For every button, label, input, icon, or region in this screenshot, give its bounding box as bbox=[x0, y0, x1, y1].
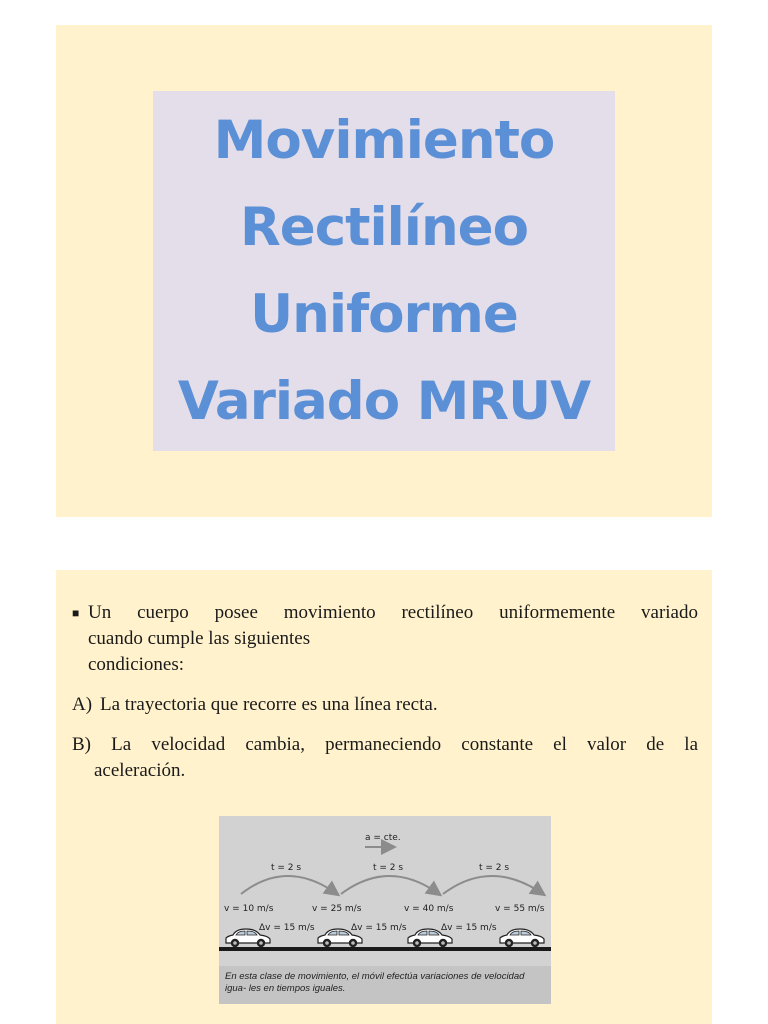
title-slide bbox=[56, 25, 712, 517]
delta-label-1: Δv = 15 m/s bbox=[259, 923, 315, 933]
time-label-2: t = 2 s bbox=[373, 863, 404, 873]
condition-b bbox=[72, 732, 698, 784]
condition-b-line-1 bbox=[72, 732, 698, 758]
bullet-line-3: condiciones: bbox=[88, 654, 185, 675]
bullet-paragraph bbox=[72, 600, 698, 678]
figure-caption: En esta clase de movimiento, el móvil efectúa variaciones de velocidad igua- les en tiempos iguales. bbox=[225, 971, 525, 994]
velocity-label-4: v = 55 m/s bbox=[495, 904, 545, 914]
time-arrow-2 bbox=[341, 876, 439, 894]
time-arrow-3 bbox=[443, 876, 543, 894]
road bbox=[219, 947, 551, 951]
time-label-1: t = 2 s bbox=[271, 863, 302, 873]
delta-label-2: Δv = 15 m/s bbox=[351, 923, 407, 933]
title-line-1: Movimiento bbox=[213, 110, 555, 171]
title-box bbox=[153, 91, 615, 451]
title-line-3: Uniforme bbox=[250, 284, 518, 345]
bullet-line-2: cuando cumple las siguientes bbox=[88, 628, 311, 649]
mruv-figure bbox=[219, 816, 551, 1004]
car-icon-4 bbox=[500, 929, 544, 947]
content-slide bbox=[56, 570, 712, 1024]
bullet-line-1: Un cuerpo posee movimiento rectilíneo uniformemente variado bbox=[88, 602, 698, 623]
title-line-2: Rectilíneo bbox=[239, 197, 529, 258]
condition-b-text-2: aceleración. bbox=[94, 760, 186, 781]
condition-a-text: La trayectoria que recorre es una línea recta. bbox=[100, 694, 438, 715]
condition-a-label: A) bbox=[72, 694, 93, 715]
condition-a bbox=[72, 692, 698, 718]
time-label-3: t = 2 s bbox=[479, 863, 510, 873]
square-bullet-icon: ■ bbox=[72, 606, 80, 620]
title-line-4: Variado MRUV bbox=[177, 371, 591, 432]
acceleration-label: a = cte. bbox=[365, 833, 401, 843]
velocity-label-1: v = 10 m/s bbox=[224, 904, 274, 914]
velocity-label-3: v = 40 m/s bbox=[404, 904, 454, 914]
time-arrow-1 bbox=[241, 876, 337, 894]
condition-b-text-1: La velocidad cambia, permaneciendo constante el valor de la bbox=[111, 734, 699, 755]
condition-b-label: B) bbox=[72, 734, 91, 755]
content-body bbox=[72, 600, 698, 784]
delta-label-3: Δv = 15 m/s bbox=[441, 923, 497, 933]
velocity-label-2: v = 25 m/s bbox=[312, 904, 362, 914]
